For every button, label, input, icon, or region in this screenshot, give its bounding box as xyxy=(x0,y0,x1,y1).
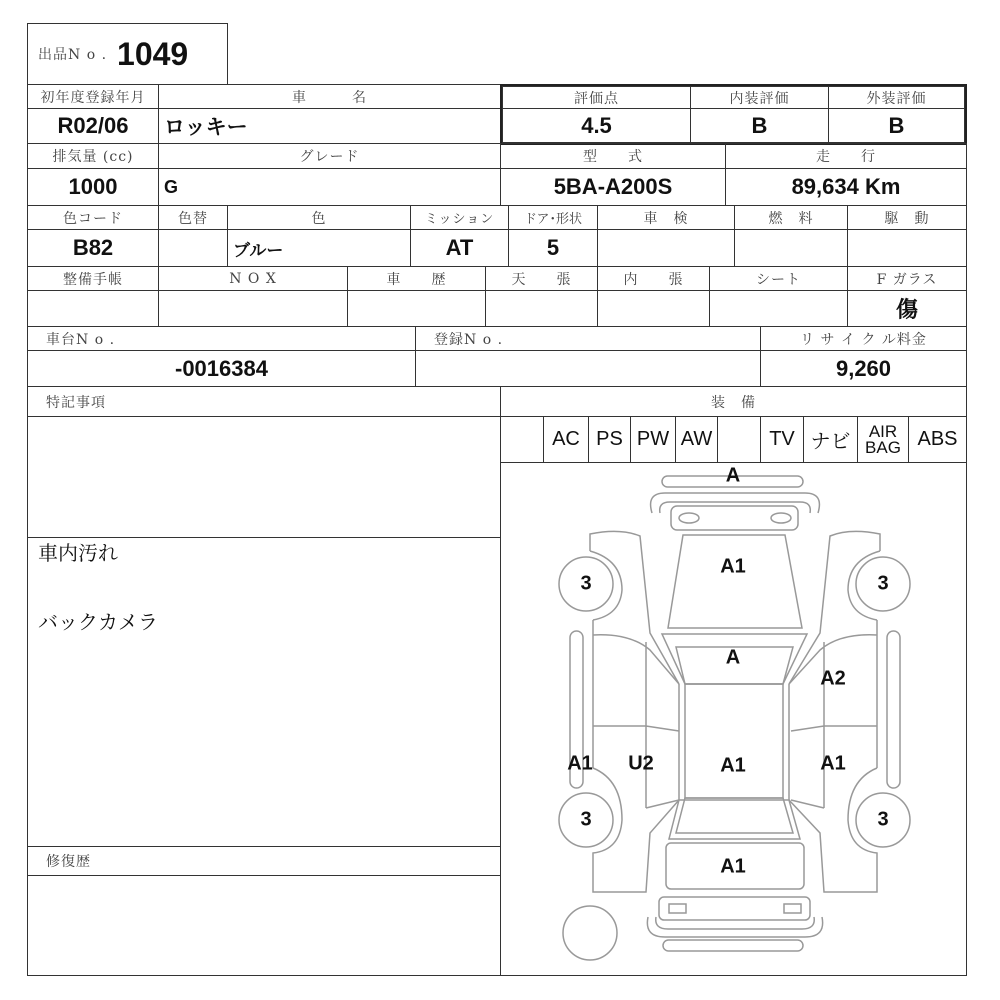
car-name-label: 車 名 xyxy=(158,84,501,109)
lot-number: 1049 xyxy=(117,35,189,72)
right-front-door-grade: A2 xyxy=(820,667,846,690)
rear-panel xyxy=(659,897,810,920)
chassis-no-value: -0016384 xyxy=(27,350,416,387)
transmission-value: AT xyxy=(410,229,509,267)
taillight-left xyxy=(669,904,686,913)
roof xyxy=(685,684,783,798)
tire-front-left-grade: 3 xyxy=(580,572,592,595)
right-doors xyxy=(789,635,877,808)
door-value: 5 xyxy=(508,229,598,267)
front-bumper-grade: A xyxy=(725,464,741,487)
headlight-left xyxy=(679,513,699,523)
exterior-grade-label: 外装評価 xyxy=(828,86,965,109)
interior-grade-value: B xyxy=(690,108,829,143)
right-side-skirt xyxy=(887,631,900,788)
note-line: 車内汚れ xyxy=(38,543,118,565)
door-label: ドア･形状 xyxy=(508,205,598,230)
right-rear-door-grade: A1 xyxy=(820,752,846,775)
color-code-label: 色コード xyxy=(27,205,159,230)
equipment-label: 装 備 xyxy=(500,386,967,417)
inspection-label: 車 検 xyxy=(597,205,735,230)
lot-number-label: 出品N o . xyxy=(38,47,108,63)
rear-bumper-bar xyxy=(663,940,803,951)
ceiling-label: 天 張 xyxy=(485,266,598,291)
color-change-label: 色替 xyxy=(158,205,228,230)
color-value: ブルー xyxy=(227,229,411,267)
tire-front-right-grade: 3 xyxy=(877,572,889,595)
score-label: 評価点 xyxy=(502,86,691,109)
equipment-pw: PW xyxy=(630,416,676,463)
tire-rear-left-grade: 3 xyxy=(580,808,592,831)
spare-tire xyxy=(563,906,617,960)
grille xyxy=(671,506,798,530)
mileage-label: 走 行 xyxy=(725,143,967,169)
color-code-value: B82 xyxy=(27,229,159,267)
left-rear-door-grade: U2 xyxy=(628,752,654,775)
transmission-label: ミッション xyxy=(410,205,509,230)
mileage-value: 89,634 Km xyxy=(725,168,967,206)
recycle-fee-label: リ サ イ ク ル料金 xyxy=(760,326,967,351)
front-glass-label: F ガラス xyxy=(847,266,967,291)
registration-no-label: 登録N o . xyxy=(415,326,761,351)
vehicle-history-label: 車 歴 xyxy=(347,266,486,291)
taillight-right xyxy=(784,904,801,913)
front-bumper xyxy=(651,493,820,513)
car-name-value: ロッキー xyxy=(158,108,501,144)
interior-grade-label: 内装評価 xyxy=(690,86,829,109)
rear-window xyxy=(676,798,793,833)
reg-date-value: R02/06 xyxy=(27,108,159,144)
model-code-label: 型 式 xyxy=(500,143,726,169)
equipment-ps: PS xyxy=(588,416,631,463)
equipment-airbag: AIR BAG xyxy=(857,416,909,463)
headlight-right xyxy=(771,513,791,523)
front-glass-value: 傷 xyxy=(847,290,967,327)
nox-label: N O X xyxy=(158,266,348,291)
windshield-grade: A xyxy=(725,646,741,669)
right-front-fender xyxy=(789,531,880,684)
reg-date-label: 初年度登録年月 xyxy=(27,84,159,109)
displacement-label: 排気量 (cc) xyxy=(27,143,159,169)
model-code-value: 5BA-A200S xyxy=(500,168,726,206)
score-value: 4.5 xyxy=(502,108,691,143)
roof-grade: A1 xyxy=(720,754,746,777)
tire-rear-right-grade: 3 xyxy=(877,808,889,831)
recycle-fee-value: 9,260 xyxy=(760,350,967,387)
seat-label: シート xyxy=(709,266,848,291)
equipment-abs: ABS xyxy=(908,416,967,463)
trim-grade-value: G xyxy=(158,168,501,206)
repair-history-label: 修復歴 xyxy=(27,846,501,876)
color-label: 色 xyxy=(227,205,411,230)
left-skirt-grade: A1 xyxy=(567,752,593,775)
equipment-ac: AC xyxy=(543,416,589,463)
exterior-grade-value: B xyxy=(828,108,965,143)
displacement-value: 1000 xyxy=(27,168,159,206)
fuel-label: 燃 料 xyxy=(734,205,848,230)
equipment-navi: ナビ xyxy=(803,416,858,463)
service-book-label: 整備手帳 xyxy=(27,266,159,291)
equipment-aw: AW xyxy=(675,416,718,463)
chassis-no-label: 車台N o . xyxy=(27,326,416,351)
notes-label: 特記事項 xyxy=(27,386,501,417)
interior-trim-label: 内 張 xyxy=(597,266,710,291)
hood xyxy=(668,535,802,628)
equipment-tv: TV xyxy=(760,416,804,463)
drive-label: 駆 動 xyxy=(847,205,967,230)
trunk-grade: A1 xyxy=(720,855,746,878)
hood-grade: A1 xyxy=(720,555,746,578)
trim-grade-label: グレード xyxy=(158,143,501,169)
left-front-fender xyxy=(590,531,679,684)
note-line: バックカメラ xyxy=(38,612,158,634)
